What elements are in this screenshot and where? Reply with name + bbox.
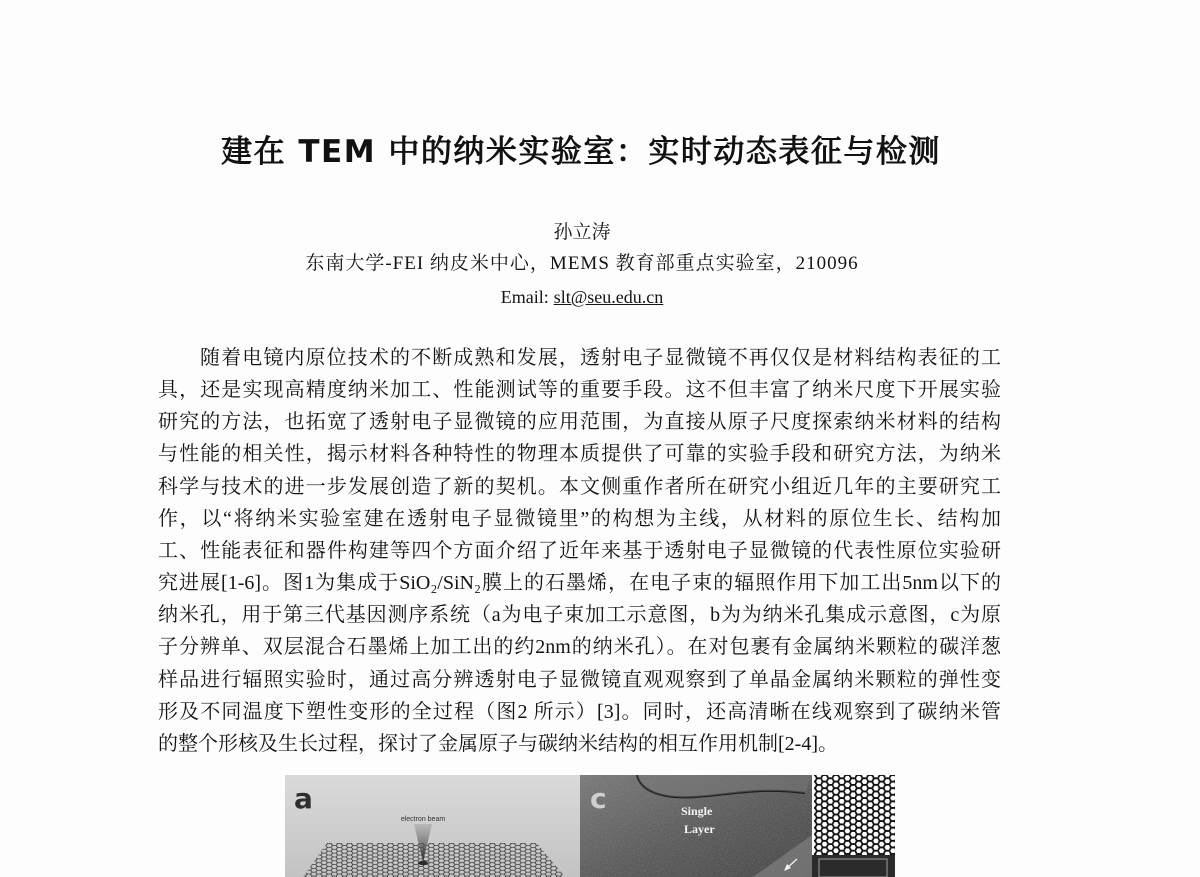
- email-row: [158, 283, 1006, 311]
- nanopore-hole: [418, 861, 428, 865]
- paper-title: 建在 TEM 中的纳米实验室：实时动态表征与检测: [221, 134, 941, 170]
- figure-panel-c: [580, 775, 812, 877]
- abstract-line: 子分辨单、双层混合石墨烯上加工出的约2nm的纳米孔）。在对包裹有金属纳米颗粒的碳洋葱: [158, 636, 1001, 659]
- abstract-line: 作，以“将纳米实验室建在透射电子显微镜里”的构想为主线，从材料的原位生长、结构加: [158, 507, 1001, 530]
- abstract-line: 工、性能表征和器件构建等四个方面介绍了近年来基于透射电子显微镜的代表性原位实验研: [158, 539, 1001, 562]
- email-link[interactable]: slt@seu.edu.cn: [553, 287, 664, 307]
- email-label: Email:: [500, 287, 549, 307]
- dark-inset-image: [812, 855, 895, 877]
- abstract-line: 随着电镜内原位技术的不断成熟和发展，透射电子显微镜不再仅仅是材料结构表征的工: [200, 347, 1001, 369]
- panel-a-label: a: [294, 782, 313, 815]
- abstract-line: 样品进行辐照实验时，通过高分辨透射电子显微镜直观观察到了单晶金属纳米颗粒的弹性变: [158, 668, 1001, 691]
- abstract-body: [158, 342, 1001, 760]
- figure-1: [285, 775, 895, 877]
- figure-panel-atomic-model: [812, 775, 895, 877]
- figure-panel-a: [285, 775, 580, 877]
- single-layer-label-line-1: Single: [681, 804, 713, 818]
- abstract-line: 具，还是实现高精度纳米加工、性能测试等的重要手段。这不但丰富了纳米尺度下开展实验: [158, 379, 1001, 402]
- abstract-line: 与性能的相关性，揭示材料各种特性的物理本质提供了可靠的实验手段和研究方法，为纳米: [158, 443, 1001, 466]
- abstract-line: 研究的方法，也拓宽了透射电子显微镜的应用范围，为直接从原子尺度探索纳米材料的结构: [158, 411, 1001, 434]
- graphene-lattice: [285, 839, 580, 877]
- abstract-line: 纳米孔，用于第三代基因测序系统（a为电子束加工示意图，b为为纳米孔集成示意图，c为原: [158, 604, 1001, 627]
- abstract-line: 形及不同温度下塑性变形的全过程（图2 所示）[3]。同时，还高清晰在线观察到了碳纳米管: [158, 700, 1001, 723]
- single-layer-label-line-2: Layer: [684, 822, 715, 836]
- panel-c-label: c: [590, 782, 607, 815]
- abstract-line: 科学与技术的进一步发展创造了新的契机。本文侧重作者所在研究小组近几年的主要研究工: [158, 475, 1001, 498]
- abstract-line: 究进展[1-6]。图1为集成于SiO₂/SiN₂膜上的石墨烯，在电子束的辐照作用下加工出5nm以下的: [158, 572, 1001, 595]
- abstract-line: 的整个形核及生长过程，探讨了金属原子与碳纳米结构的相互作用机制[2-4]。: [158, 732, 838, 755]
- honeycomb-lattice-model: [814, 775, 895, 855]
- author-affiliation: 东南大学-FEI 纳皮米中心，MEMS 教育部重点实验室，210096: [305, 253, 859, 274]
- electron-beam-label: electron beam: [400, 816, 446, 823]
- author-name: 孙立涛: [553, 222, 611, 243]
